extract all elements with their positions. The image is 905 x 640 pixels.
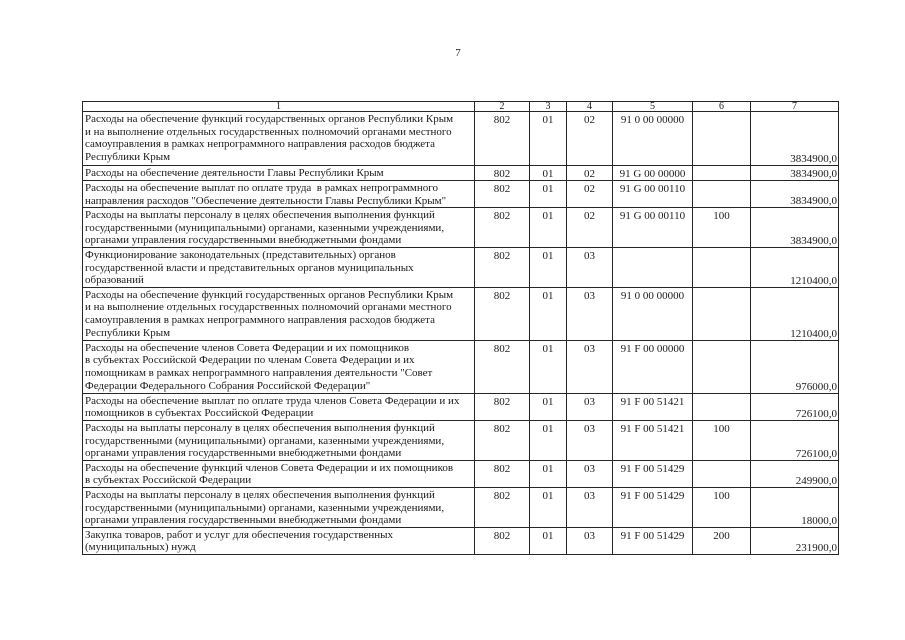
description-line: Расходы на обеспечение выплат по оплате труда членов Совета Федерации и их: [85, 394, 460, 407]
description-line: (муниципальных) нужд: [85, 541, 196, 554]
column-6-cell: 100: [693, 420, 751, 460]
column-4-cell: 03: [567, 247, 613, 287]
description-cell: [83, 460, 475, 487]
description-line: Расходы на выплаты персоналу в целях обеспечения выполнения функций: [85, 421, 435, 434]
column-4-cell: 02: [567, 112, 613, 166]
column-4-cell: 03: [567, 393, 613, 420]
column-2-cell: 802: [475, 393, 530, 420]
column-5-cell: [613, 247, 693, 287]
description-line: самоуправления в рамках непрограммного направления расходов бюджета: [85, 138, 435, 151]
header-cell-4: 4: [567, 102, 613, 112]
amount-cell: 976000,0: [751, 340, 839, 393]
column-6-cell: [693, 112, 751, 166]
description-line: государственными (муниципальными) органами, казенными учреждениями,: [85, 434, 445, 447]
table-row: [83, 527, 839, 554]
description-cell: [83, 208, 475, 248]
description-line: Закупка товаров, работ и услуг для обеспечения государственных: [85, 528, 394, 541]
header-cell-3: 3: [530, 102, 567, 112]
column-2-cell: 802: [475, 287, 530, 340]
column-3-cell: 01: [530, 181, 567, 208]
description-line: государственной власти и представительных органов муниципальных: [85, 261, 414, 274]
description-line: органами управления государственными внебюджетными фондами: [85, 447, 402, 460]
column-4-cell: 03: [567, 420, 613, 460]
amount-cell: 249900,0: [751, 460, 839, 487]
amount-cell: 1210400,0: [751, 287, 839, 340]
description-line: Республики Крым: [85, 150, 171, 163]
column-3-cell: 01: [530, 527, 567, 554]
table-row: [83, 420, 839, 460]
header-cell-2: 2: [475, 102, 530, 112]
column-4-cell: 02: [567, 166, 613, 181]
column-2-cell: 802: [475, 460, 530, 487]
column-3-cell: 01: [530, 247, 567, 287]
column-6-cell: [693, 460, 751, 487]
column-2-cell: 802: [475, 112, 530, 166]
column-2-cell: 802: [475, 208, 530, 248]
column-6-cell: 100: [693, 487, 751, 527]
column-6-cell: [693, 340, 751, 393]
description-cell: [83, 287, 475, 340]
column-2-cell: 802: [475, 420, 530, 460]
header-cell-1: 1: [83, 102, 475, 112]
table-row: [83, 166, 839, 181]
description-line: Функционирование законодательных (представительных) органов: [85, 248, 396, 261]
description-line: Расходы на обеспечение функций членов Совета Федерации и их помощников: [85, 461, 454, 474]
description-cell: [83, 487, 475, 527]
description-cell: [83, 393, 475, 420]
column-6-cell: 100: [693, 208, 751, 248]
amount-cell: 18000,0: [751, 487, 839, 527]
description-cell: [83, 247, 475, 287]
description-line: помощникам в рамках непрограммного направления деятельности "Совет: [85, 366, 433, 379]
column-6-cell: [693, 166, 751, 181]
column-2-cell: 802: [475, 181, 530, 208]
column-5-cell: 91 F 00 51421: [613, 420, 693, 460]
description-line: Расходы на обеспечение членов Совета Федерации и их помощников: [85, 341, 410, 354]
amount-cell: 231900,0: [751, 527, 839, 554]
header-row: [83, 102, 839, 112]
table-row: [83, 340, 839, 393]
amount-cell: 3834900,0: [751, 112, 839, 166]
description-line: государственными (муниципальными) органами, казенными учреждениями,: [85, 221, 445, 234]
column-2-cell: 802: [475, 340, 530, 393]
column-6-cell: [693, 393, 751, 420]
column-5-cell: 91 F 00 51429: [613, 460, 693, 487]
table-row: [83, 247, 839, 287]
column-3-cell: 01: [530, 393, 567, 420]
description-line: в субъектах Российской Федерации: [85, 474, 252, 487]
amount-cell: 3834900,0: [751, 208, 839, 248]
table-header: [83, 102, 839, 112]
amount-cell: 726100,0: [751, 393, 839, 420]
description-line: Расходы на обеспечение функций государственных органов Республики Крым: [85, 113, 454, 125]
column-6-cell: [693, 181, 751, 208]
column-4-cell: 02: [567, 208, 613, 248]
amount-cell: 3834900,0: [751, 181, 839, 208]
column-4-cell: 03: [567, 487, 613, 527]
description-cell: [83, 166, 475, 181]
description-cell: [83, 181, 475, 208]
description-line: Федерации Федерального Собрания Российской Федерации": [85, 379, 371, 392]
column-2-cell: 802: [475, 487, 530, 527]
amount-cell: 726100,0: [751, 420, 839, 460]
column-3-cell: 01: [530, 287, 567, 340]
description-line: Расходы на выплаты персоналу в целях обеспечения выполнения функций: [85, 488, 435, 501]
description-line: Республики Крым: [85, 326, 171, 339]
column-3-cell: 01: [530, 112, 567, 166]
description-line: Расходы на обеспечение выплат по оплате труда в рамках непрограммного: [85, 182, 439, 194]
description-line: и на выполнение отдельных государственных полномочий органами местного: [85, 125, 452, 138]
amount-cell: 1210400,0: [751, 247, 839, 287]
column-6-cell: [693, 247, 751, 287]
column-4-cell: 03: [567, 287, 613, 340]
table-row: [83, 287, 839, 340]
column-3-cell: 01: [530, 420, 567, 460]
column-5-cell: 91 0 00 00000: [613, 112, 693, 166]
description-line: органами управления государственными внебюджетными фондами: [85, 514, 402, 527]
column-3-cell: 01: [530, 340, 567, 393]
column-2-cell: 802: [475, 166, 530, 181]
header-cell-5: 5: [613, 102, 693, 112]
description-cell: [83, 112, 475, 166]
column-4-cell: 03: [567, 527, 613, 554]
column-3-cell: 01: [530, 487, 567, 527]
table-body: [83, 112, 839, 555]
page-number: 7: [455, 47, 461, 59]
description-cell: [83, 527, 475, 554]
column-5-cell: 91 G 00 00000: [613, 166, 693, 181]
description-line: образований: [85, 274, 144, 287]
column-5-cell: 91 F 00 00000: [613, 340, 693, 393]
column-5-cell: 91 F 00 51421: [613, 393, 693, 420]
table-row: [83, 181, 839, 208]
description-line: Расходы на обеспечение функций государственных органов Республики Крым: [85, 288, 454, 301]
column-2-cell: 802: [475, 247, 530, 287]
description-line: и на выполнение отдельных государственных полномочий органами местного: [85, 301, 452, 314]
amount-cell: 3834900,0: [751, 166, 839, 181]
column-4-cell: 03: [567, 460, 613, 487]
description-line: Расходы на выплаты персоналу в целях обеспечения выполнения функций: [85, 209, 435, 222]
description-line: государственными (муниципальными) органами, казенными учреждениями,: [85, 501, 445, 514]
description-line: самоуправления в рамках непрограммного направления расходов бюджета: [85, 313, 435, 326]
column-3-cell: 01: [530, 208, 567, 248]
column-4-cell: 03: [567, 340, 613, 393]
column-2-cell: 802: [475, 527, 530, 554]
table-row: [83, 460, 839, 487]
table-row: [83, 487, 839, 527]
table-row: [83, 393, 839, 420]
description-line: органами управления государственными внебюджетными фондами: [85, 234, 402, 247]
description-cell: [83, 420, 475, 460]
description-line: Расходы на обеспечение деятельности Главы Республики Крым: [85, 167, 384, 179]
description-line: направления расходов "Обеспечение деятельности Главы Республики Крым": [85, 194, 447, 207]
description-cell: [83, 340, 475, 393]
column-4-cell: 02: [567, 181, 613, 208]
column-5-cell: 91 G 00 00110: [613, 181, 693, 208]
column-3-cell: 01: [530, 166, 567, 181]
description-line: помощников в субъектах Российской Федерации: [85, 407, 314, 420]
column-5-cell: 91 F 00 51429: [613, 527, 693, 554]
header-cell-7: 7: [751, 102, 839, 112]
column-3-cell: 01: [530, 460, 567, 487]
column-5-cell: 91 F 00 51429: [613, 487, 693, 527]
column-5-cell: 91 0 00 00000: [613, 287, 693, 340]
column-6-cell: [693, 287, 751, 340]
column-6-cell: 200: [693, 527, 751, 554]
column-5-cell: 91 G 00 00110: [613, 208, 693, 248]
header-cell-6: 6: [693, 102, 751, 112]
budget-table: [82, 101, 839, 555]
description-line: в субъектах Российской Федерации по членам Совета Федерации и их: [85, 354, 415, 367]
table-row: [83, 112, 839, 166]
table-row: [83, 208, 839, 248]
